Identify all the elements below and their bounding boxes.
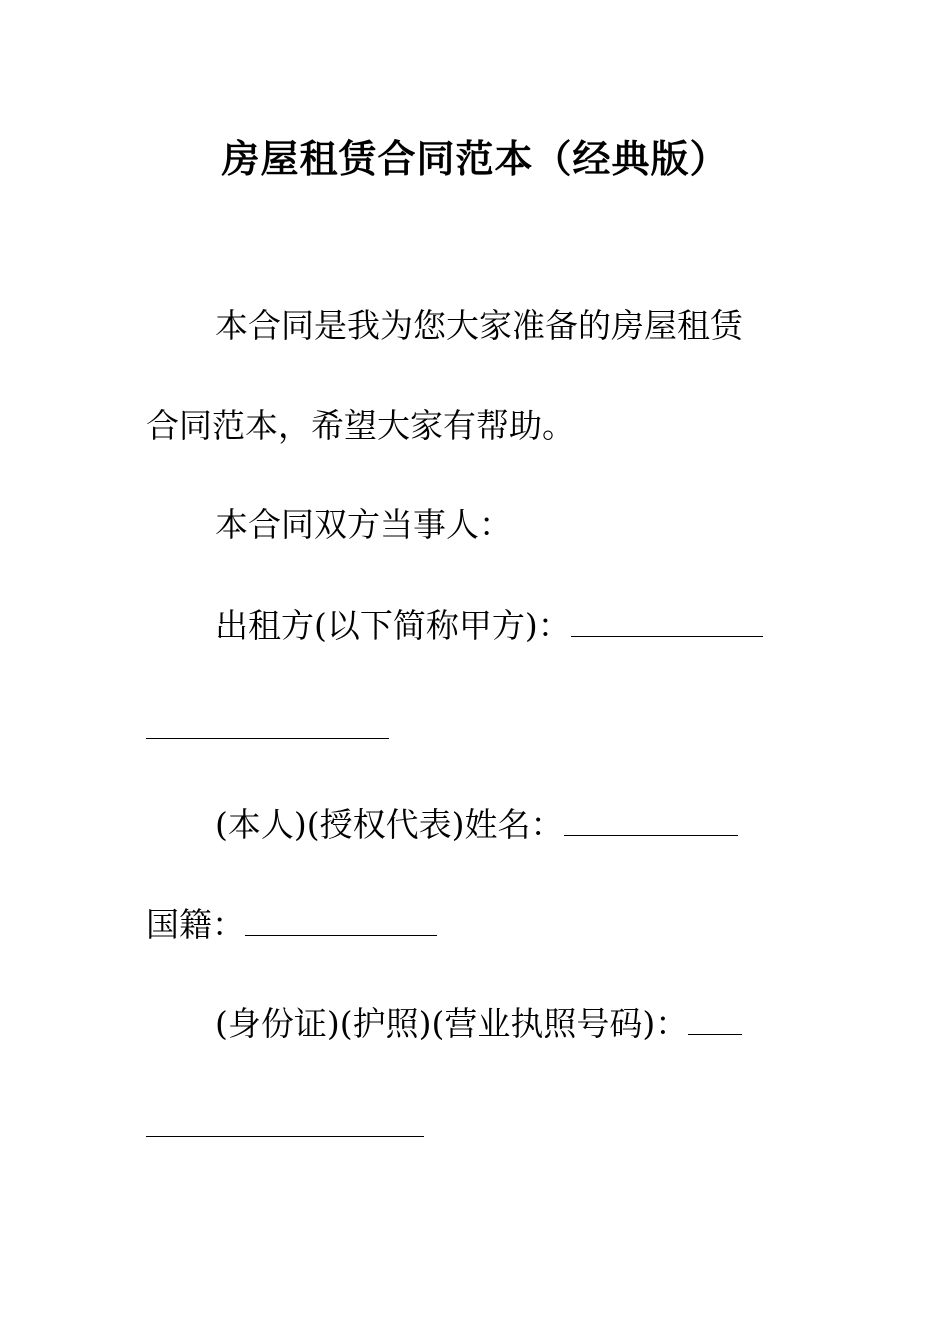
intro-paragraph-line-1: 本合同是我为您大家准备的房屋租赁 [215, 306, 743, 345]
lessor-label: 出租方(以下简称甲方)： [215, 606, 571, 645]
nationality-blank[interactable] [245, 907, 437, 936]
intro-paragraph-line-2: 合同范本，希望大家有帮助。 [146, 406, 575, 445]
nationality-row [146, 905, 437, 945]
id-label: (身份证)(护照)(营业执照号码)： [215, 1004, 689, 1043]
id-row [215, 1004, 742, 1044]
lessor-row [215, 606, 763, 646]
name-label: (本人)(授权代表)姓名： [215, 805, 564, 844]
nationality-label: 国籍： [146, 905, 245, 944]
parties-heading: 本合同双方当事人： [215, 505, 512, 544]
name-blank[interactable] [564, 807, 738, 836]
lessor-blank-continued[interactable] [146, 738, 389, 739]
id-blank-continued[interactable] [146, 1136, 424, 1137]
id-blank[interactable] [688, 1006, 742, 1035]
document-title: 房屋租赁合同范本（经典版） [221, 136, 729, 181]
lessor-blank[interactable] [571, 608, 763, 637]
name-row [215, 805, 738, 845]
